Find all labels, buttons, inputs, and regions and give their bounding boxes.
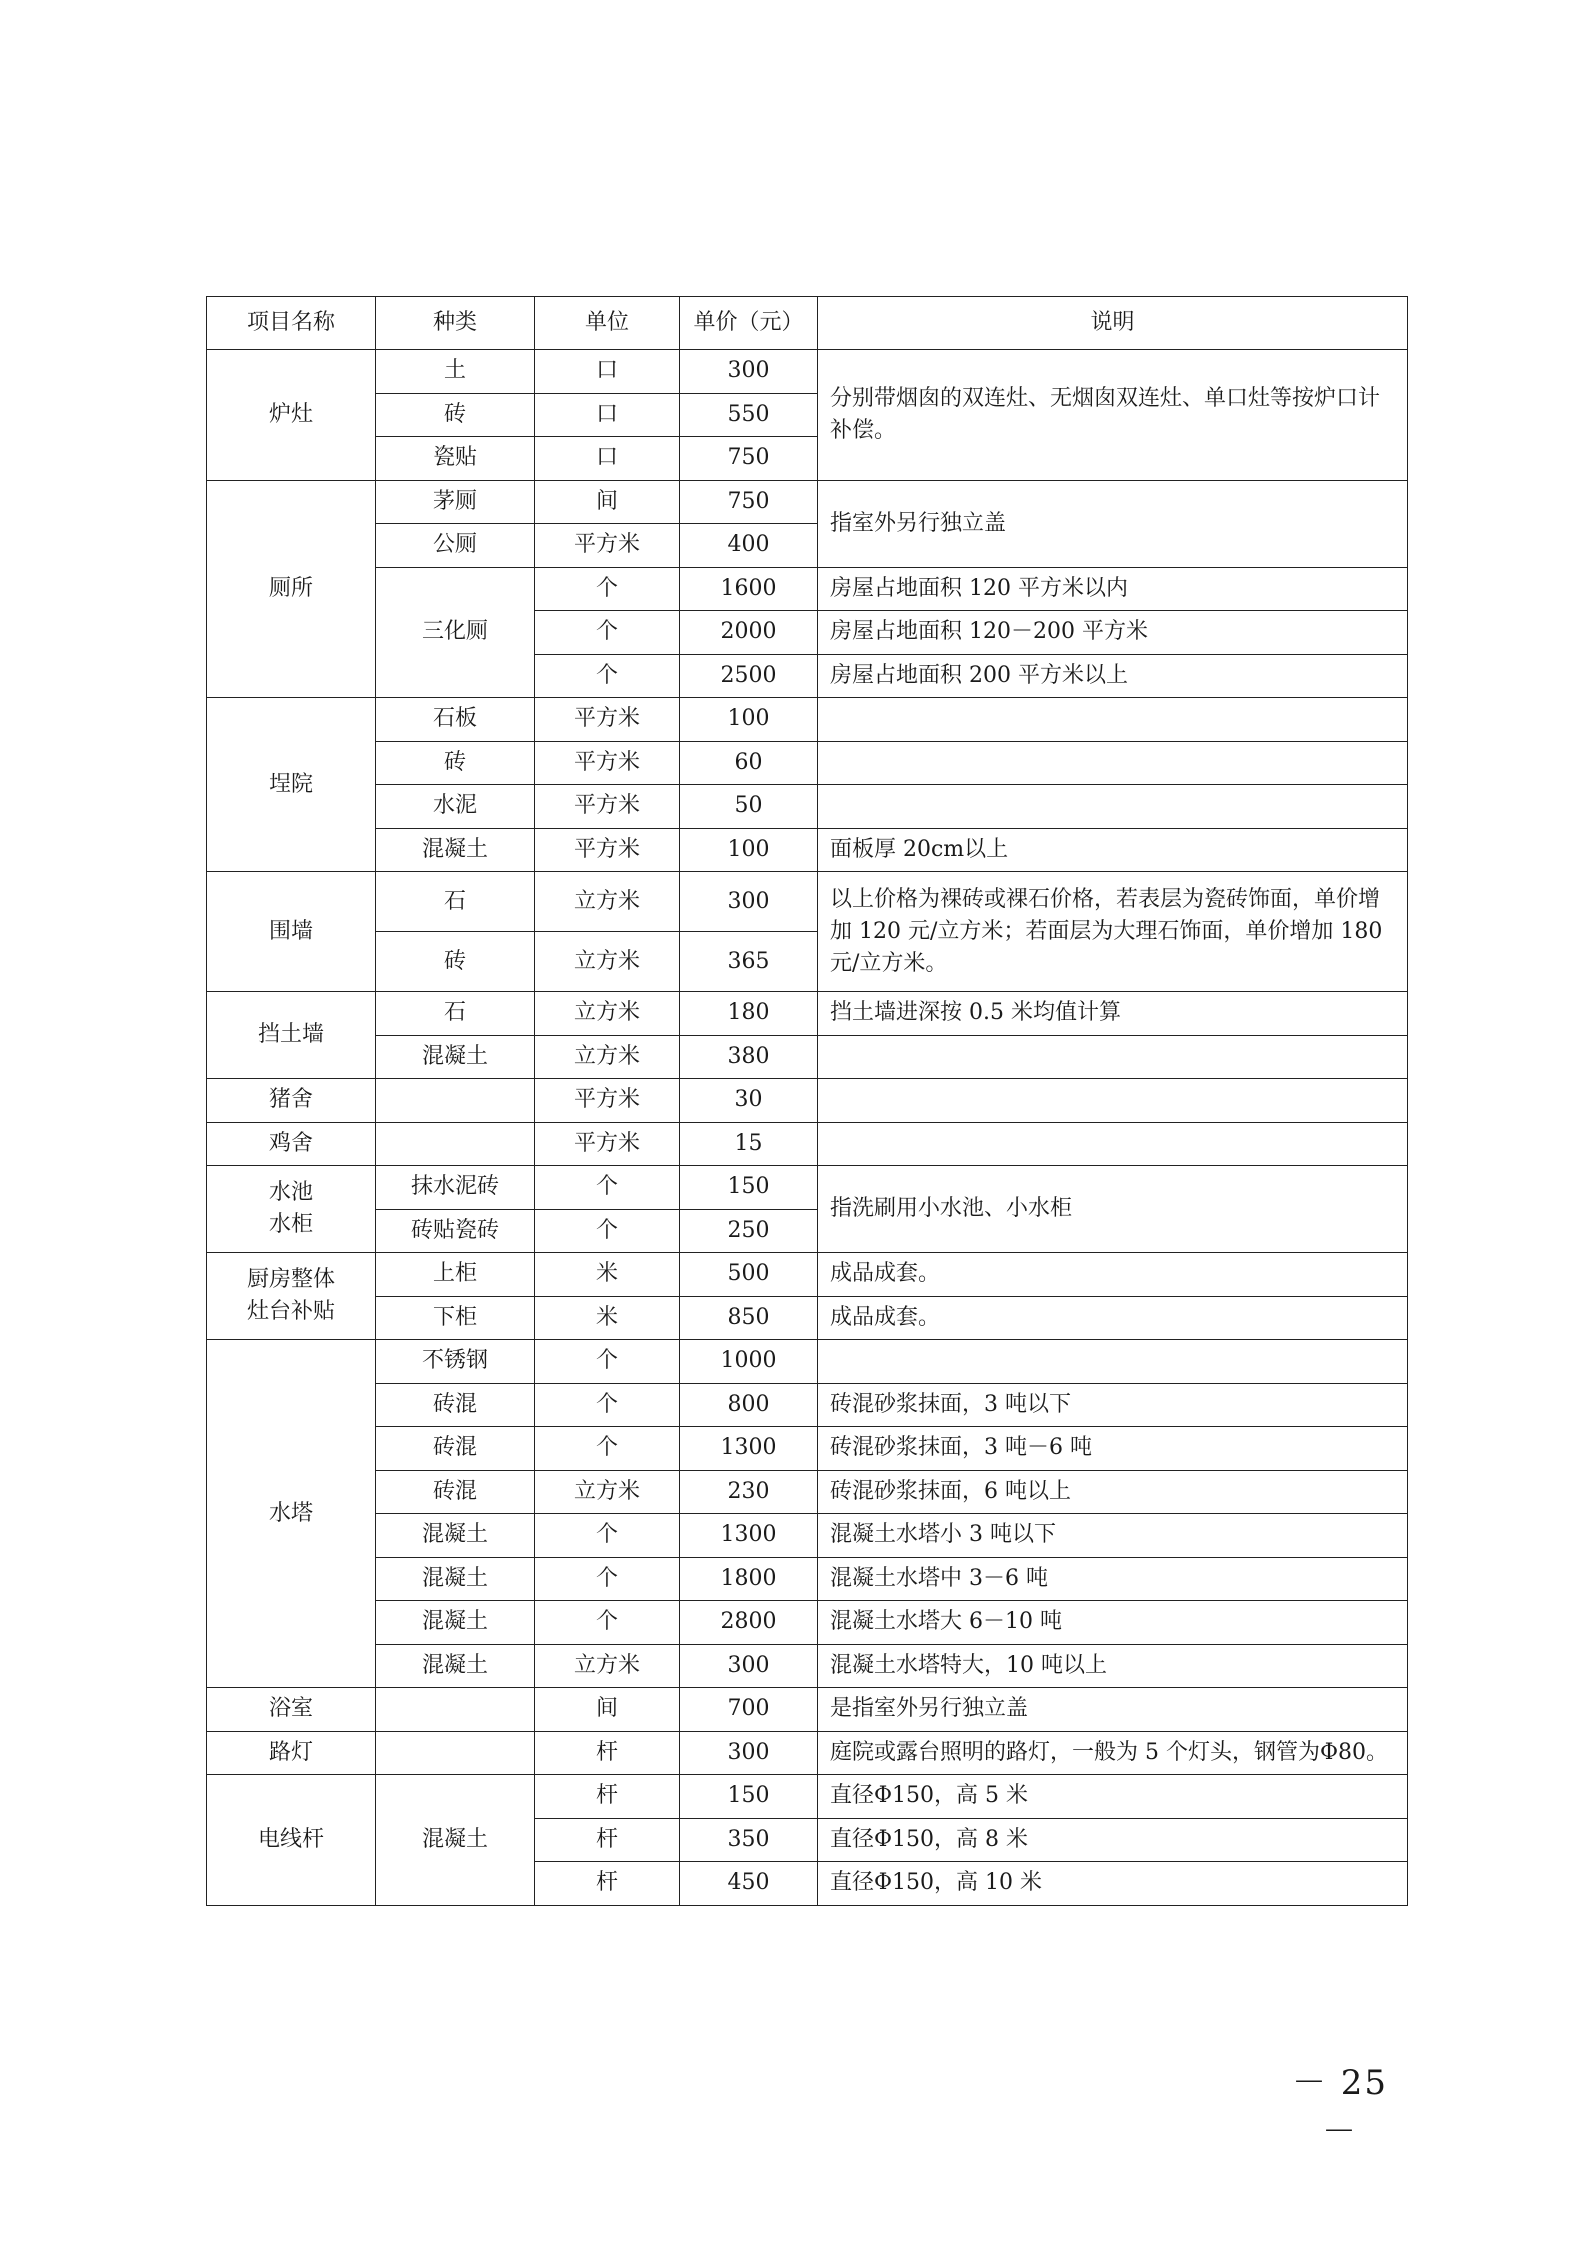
price-cell: 1000 <box>680 1340 818 1384</box>
price-cell: 400 <box>680 524 818 568</box>
unit-cell: 个 <box>535 1340 680 1384</box>
unit-cell: 个 <box>535 1427 680 1471</box>
unit-cell: 杆 <box>535 1818 680 1862</box>
item-name-cell: 猪舍 <box>207 1079 376 1123</box>
note-cell: 房屋占地面积 120 平方米以内 <box>818 567 1408 611</box>
unit-cell: 口 <box>535 393 680 437</box>
table-row <box>207 785 1408 829</box>
note-cell <box>818 1340 1408 1384</box>
price-cell: 380 <box>680 1035 818 1079</box>
price-cell: 850 <box>680 1296 818 1340</box>
table-row <box>207 1731 1408 1775</box>
note-cell <box>818 785 1408 829</box>
price-cell: 150 <box>680 1166 818 1210</box>
table-row <box>207 1383 1408 1427</box>
item-name-cell <box>207 1166 376 1253</box>
page-number: － 25 － <box>1291 2063 1389 2152</box>
note-cell: 面板厚 20cm以上 <box>818 828 1408 872</box>
type-cell: 砖混 <box>376 1427 535 1471</box>
type-cell: 石 <box>376 872 535 932</box>
price-cell: 1300 <box>680 1427 818 1471</box>
note-cell: 砖混砂浆抹面，3 吨以下 <box>818 1383 1408 1427</box>
price-cell: 300 <box>680 350 818 394</box>
table-row <box>207 1427 1408 1471</box>
type-cell: 砖混 <box>376 1470 535 1514</box>
table-row <box>207 1122 1408 1166</box>
type-cell: 下柜 <box>376 1296 535 1340</box>
note-cell: 直径Φ150，高 8 米 <box>818 1818 1408 1862</box>
table-row <box>207 1296 1408 1340</box>
unit-cell: 立方米 <box>535 872 680 932</box>
type-cell: 不锈钢 <box>376 1340 535 1384</box>
unit-cell: 间 <box>535 1688 680 1732</box>
price-cell: 2800 <box>680 1601 818 1645</box>
type-cell: 砖 <box>376 741 535 785</box>
type-cell: 混凝土 <box>376 1644 535 1688</box>
price-cell: 60 <box>680 741 818 785</box>
price-cell: 1300 <box>680 1514 818 1558</box>
type-cell <box>376 1731 535 1775</box>
unit-cell: 个 <box>535 1166 680 1210</box>
item-name-cell: 埕院 <box>207 698 376 872</box>
note-cell <box>818 1035 1408 1079</box>
type-cell: 瓷贴 <box>376 437 535 481</box>
table-row <box>207 828 1408 872</box>
table-row <box>207 1035 1408 1079</box>
note-cell: 混凝土水塔大 6－10 吨 <box>818 1601 1408 1645</box>
header-unit: 单位 <box>535 297 680 350</box>
header-note: 说明 <box>818 297 1408 350</box>
price-cell: 450 <box>680 1862 818 1906</box>
note-cell: 直径Φ150，高 10 米 <box>818 1862 1408 1906</box>
item-name-cell: 电线杆 <box>207 1775 376 1906</box>
price-cell: 250 <box>680 1209 818 1253</box>
table-row <box>207 1166 1408 1210</box>
unit-cell: 立方米 <box>535 1644 680 1688</box>
unit-cell: 个 <box>535 1209 680 1253</box>
table-row <box>207 567 1408 611</box>
type-cell <box>376 1122 535 1166</box>
type-cell: 砖 <box>376 932 535 992</box>
price-cell: 2500 <box>680 654 818 698</box>
unit-cell: 个 <box>535 567 680 611</box>
price-cell: 30 <box>680 1079 818 1123</box>
note-cell <box>818 698 1408 742</box>
header-name: 项目名称 <box>207 297 376 350</box>
header-row <box>207 297 1408 350</box>
item-name-cell: 水塔 <box>207 1340 376 1688</box>
note-cell: 混凝土水塔中 3－6 吨 <box>818 1557 1408 1601</box>
table-row <box>207 1775 1408 1819</box>
item-name-cell: 浴室 <box>207 1688 376 1732</box>
price-cell: 800 <box>680 1383 818 1427</box>
unit-cell: 立方米 <box>535 992 680 1036</box>
type-cell: 三化厕 <box>376 567 535 698</box>
unit-cell: 立方米 <box>535 1470 680 1514</box>
unit-cell: 平方米 <box>535 785 680 829</box>
unit-cell: 杆 <box>535 1775 680 1819</box>
item-name-cell: 厕所 <box>207 480 376 698</box>
unit-cell: 米 <box>535 1253 680 1297</box>
unit-cell: 间 <box>535 480 680 524</box>
table-row <box>207 1079 1408 1123</box>
table-row <box>207 698 1408 742</box>
note-cell: 挡土墙进深按 0.5 米均值计算 <box>818 992 1408 1036</box>
price-cell: 300 <box>680 872 818 932</box>
unit-cell: 立方米 <box>535 932 680 992</box>
header-type: 种类 <box>376 297 535 350</box>
item-name-cell-line: 水柜 <box>268 1212 313 1237</box>
unit-cell: 平方米 <box>535 1079 680 1123</box>
type-cell: 混凝土 <box>376 828 535 872</box>
type-cell: 混凝土 <box>376 1035 535 1079</box>
price-cell: 230 <box>680 1470 818 1514</box>
price-cell: 15 <box>680 1122 818 1166</box>
item-name-cell-line: 水池 <box>268 1180 313 1205</box>
note-cell: 砖混砂浆抹面，3 吨－6 吨 <box>818 1427 1408 1471</box>
note-cell: 混凝土水塔小 3 吨以下 <box>818 1514 1408 1558</box>
header-price: 单价（元） <box>680 297 818 350</box>
note-cell: 直径Φ150，高 5 米 <box>818 1775 1408 1819</box>
type-cell: 抹水泥砖 <box>376 1166 535 1210</box>
type-cell: 混凝土 <box>376 1514 535 1558</box>
unit-cell: 杆 <box>535 1862 680 1906</box>
price-cell: 180 <box>680 992 818 1036</box>
type-cell: 石 <box>376 992 535 1036</box>
note-cell: 成品成套。 <box>818 1296 1408 1340</box>
unit-cell: 个 <box>535 611 680 655</box>
table-row <box>207 1688 1408 1732</box>
unit-cell: 个 <box>535 1601 680 1645</box>
unit-cell: 个 <box>535 1557 680 1601</box>
type-cell: 砖 <box>376 393 535 437</box>
type-cell: 混凝土 <box>376 1601 535 1645</box>
type-cell <box>376 1688 535 1732</box>
item-name-cell: 鸡舍 <box>207 1122 376 1166</box>
unit-cell: 平方米 <box>535 1122 680 1166</box>
price-cell: 1600 <box>680 567 818 611</box>
item-name-cell-line: 灶台补贴 <box>246 1299 335 1324</box>
table-row <box>207 480 1408 524</box>
price-cell: 365 <box>680 932 818 992</box>
unit-cell: 立方米 <box>535 1035 680 1079</box>
table-row <box>207 872 1408 932</box>
price-cell: 500 <box>680 1253 818 1297</box>
type-cell: 上柜 <box>376 1253 535 1297</box>
note-cell: 庭院或露台照明的路灯，一般为 5 个灯头，钢管为Φ80。 <box>818 1731 1408 1775</box>
price-cell: 300 <box>680 1644 818 1688</box>
note-cell: 指室外另行独立盖 <box>818 480 1408 567</box>
type-cell: 茅厕 <box>376 480 535 524</box>
unit-cell: 平方米 <box>535 698 680 742</box>
unit-cell: 杆 <box>535 1731 680 1775</box>
price-cell: 700 <box>680 1688 818 1732</box>
price-cell: 100 <box>680 698 818 742</box>
table-body <box>207 350 1408 1906</box>
type-cell <box>376 1079 535 1123</box>
price-cell: 550 <box>680 393 818 437</box>
note-cell <box>818 1079 1408 1123</box>
table-row <box>207 1601 1408 1645</box>
table-row <box>207 1470 1408 1514</box>
unit-cell: 个 <box>535 1514 680 1558</box>
item-name-cell <box>207 1253 376 1340</box>
note-cell: 房屋占地面积 200 平方米以上 <box>818 654 1408 698</box>
unit-cell: 平方米 <box>535 741 680 785</box>
note-cell: 指洗刷用小水池、小水柜 <box>818 1166 1408 1253</box>
price-cell: 750 <box>680 480 818 524</box>
price-cell: 1800 <box>680 1557 818 1601</box>
type-cell: 混凝土 <box>376 1557 535 1601</box>
note-cell <box>818 741 1408 785</box>
item-name-cell-line: 厨房整体 <box>246 1267 335 1292</box>
type-cell: 砖混 <box>376 1383 535 1427</box>
price-cell: 2000 <box>680 611 818 655</box>
item-name-cell: 炉灶 <box>207 350 376 481</box>
note-cell: 砖混砂浆抹面，6 吨以上 <box>818 1470 1408 1514</box>
table-row <box>207 1644 1408 1688</box>
table-row <box>207 741 1408 785</box>
price-cell: 350 <box>680 1818 818 1862</box>
table-row <box>207 1253 1408 1297</box>
price-cell: 750 <box>680 437 818 481</box>
unit-cell: 口 <box>535 350 680 394</box>
note-cell: 成品成套。 <box>818 1253 1408 1297</box>
table-row <box>207 1557 1408 1601</box>
unit-cell: 口 <box>535 437 680 481</box>
unit-cell: 个 <box>535 654 680 698</box>
table-row <box>207 350 1408 394</box>
price-cell: 50 <box>680 785 818 829</box>
type-cell: 土 <box>376 350 535 394</box>
type-cell: 砖贴瓷砖 <box>376 1209 535 1253</box>
table-row <box>207 992 1408 1036</box>
table-row <box>207 1514 1408 1558</box>
price-cell: 150 <box>680 1775 818 1819</box>
type-cell: 石板 <box>376 698 535 742</box>
type-cell: 水泥 <box>376 785 535 829</box>
note-cell: 以上价格为裸砖或裸石价格，若表层为瓷砖饰面，单价增加 120 元/立方米；若面层为大理石饰面，单价增加 180 元/立方米。 <box>818 872 1408 992</box>
item-name-cell: 路灯 <box>207 1731 376 1775</box>
note-cell <box>818 1122 1408 1166</box>
unit-cell: 米 <box>535 1296 680 1340</box>
item-name-cell: 挡土墙 <box>207 992 376 1079</box>
item-name-cell: 围墙 <box>207 872 376 992</box>
table-row <box>207 1340 1408 1384</box>
type-cell: 混凝土 <box>376 1775 535 1906</box>
note-cell: 房屋占地面积 120－200 平方米 <box>818 611 1408 655</box>
note-cell: 是指室外另行独立盖 <box>818 1688 1408 1732</box>
type-cell: 公厕 <box>376 524 535 568</box>
note-cell: 混凝土水塔特大，10 吨以上 <box>818 1644 1408 1688</box>
price-cell: 100 <box>680 828 818 872</box>
compensation-table <box>206 296 1408 1906</box>
unit-cell: 个 <box>535 1383 680 1427</box>
note-cell: 分别带烟囱的双连灶、无烟囱双连灶、单口灶等按炉口计补偿。 <box>818 350 1408 481</box>
unit-cell: 平方米 <box>535 828 680 872</box>
unit-cell: 平方米 <box>535 524 680 568</box>
price-cell: 300 <box>680 1731 818 1775</box>
